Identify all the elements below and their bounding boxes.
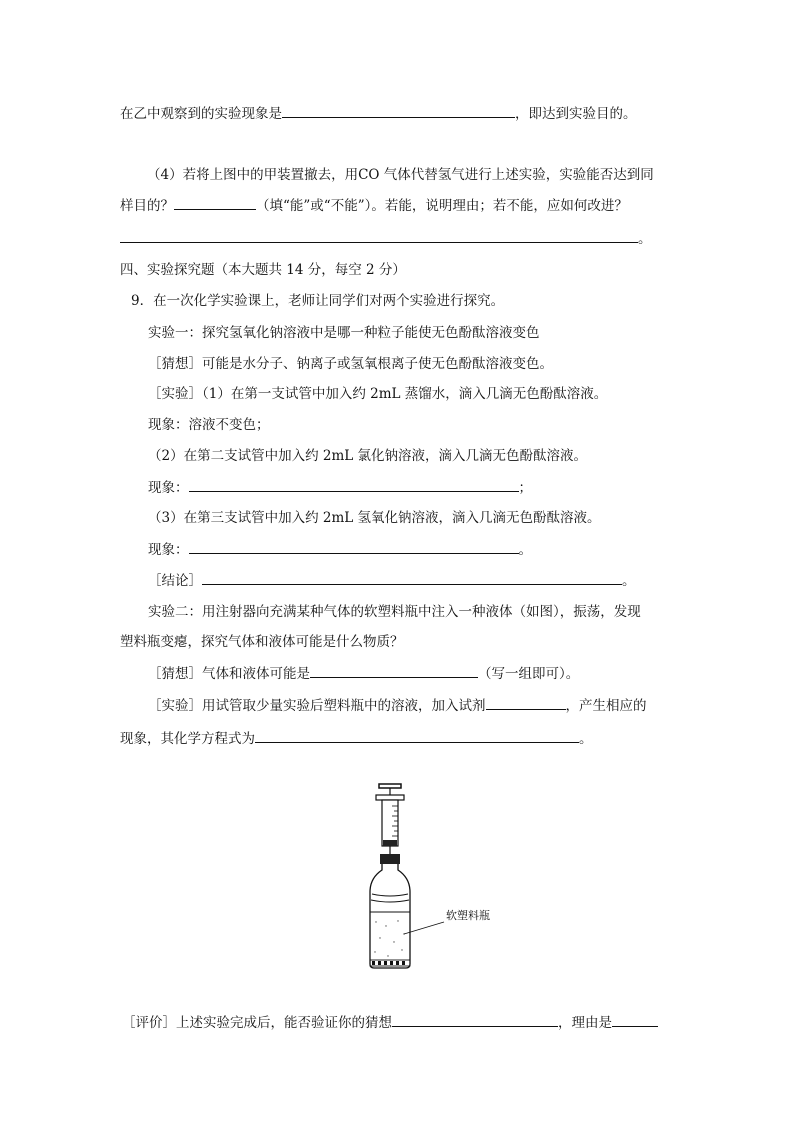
q4-line2-suffix: （填“能”或“不能”）。若能，说明理由；若不能，应如何改进？ — [256, 198, 628, 214]
q3-tail-suffix: ，即达到实验目的。 — [515, 106, 637, 122]
section4-heading: 四、实验探究题（本大题共 14 分，每空 2 分） — [120, 262, 406, 278]
exp1-step3: （3）在第三支试管中加入约 2mL 氢氧化钠溶液，滴入几滴无色酚酞溶液。 — [148, 510, 601, 526]
exp1-title: 实验一：探究氢氧化钠溶液中是哪一种粒子能使无色酚酞溶液变色 — [148, 325, 540, 341]
eval-reason-blank[interactable] — [612, 1013, 658, 1027]
syringe-bottle-figure — [352, 782, 512, 972]
q3-tail-prefix: 在乙中观察到的实验现象是 — [120, 106, 282, 122]
exp1-obs3-suffix: 。 — [518, 542, 532, 558]
q3-tail-line — [120, 104, 637, 123]
exp2-exp-line — [148, 696, 647, 715]
exp1-obs3-prefix: 现象： — [148, 542, 189, 558]
exp1-obs2-prefix: 现象： — [148, 480, 189, 496]
exp1-step1: ［实验］（1）在第一支试管中加入约 2mL 蒸馏水，滴入几滴无色酚酞溶液。 — [148, 386, 608, 402]
exp1-obs1: 现象：溶液不变色； — [148, 417, 270, 433]
q4-line3 — [120, 229, 652, 248]
exp1-conclusion-prefix: ［结论］ — [148, 573, 202, 589]
exp2-eq-suffix: 。 — [579, 731, 593, 747]
eval-verify-blank[interactable] — [392, 1013, 558, 1027]
q4-line1: （4）若将上图中的甲装置撤去，用CO 气体代替氢气进行上述实验，实验能否达到同 — [147, 167, 654, 183]
exp2-line2: 塑料瓶变瘪，探究气体和液体可能是什么物质？ — [120, 634, 404, 650]
q4-line2-prefix: 样目的？ — [120, 198, 174, 214]
q4-reason-blank[interactable] — [120, 229, 638, 243]
exp2-guess-blank[interactable] — [310, 664, 478, 678]
exp2-eq-line — [120, 729, 593, 748]
exp2-eq-prefix: 现象，其化学方程式为 — [120, 731, 255, 747]
exp1-conclusion-line — [148, 571, 636, 590]
exp1-obs2-line — [148, 478, 532, 497]
exp2-guess-line — [148, 664, 579, 683]
exp1-obs3-line — [148, 540, 532, 559]
q9-intro: 9．在一次化学实验课上，老师让同学们对两个实验进行探究。 — [131, 293, 505, 309]
eval-line — [122, 1013, 658, 1032]
q4-can-blank[interactable] — [174, 196, 256, 210]
q4-line3-suffix: 。 — [638, 231, 652, 247]
exp1-conclusion-blank[interactable] — [202, 571, 622, 585]
exp1-obs2-suffix: ； — [518, 480, 532, 496]
exp2-reagent-blank[interactable] — [486, 696, 566, 710]
q3-answer-blank[interactable] — [282, 104, 515, 118]
exp1-conclusion-suffix: 。 — [622, 573, 636, 589]
exp2-equation-blank[interactable] — [255, 729, 579, 743]
exp2-exp-suffix: ，产生相应的 — [565, 698, 647, 714]
exp2-line1: 实验二：用注射器向充满某种气体的软塑料瓶中注入一种液体（如图），振荡，发现 — [148, 604, 641, 620]
exp2-guess-suffix: （写一组即可）。 — [478, 666, 580, 682]
syringe-bottle-diagram — [352, 782, 512, 972]
exp1-obs2-blank[interactable] — [189, 478, 519, 492]
exp2-exp-prefix: ［实验］用试管取少量实验后塑料瓶中的溶液，加入试剂 — [148, 698, 486, 714]
q4-line2 — [120, 196, 628, 215]
exp1-obs3-blank[interactable] — [189, 540, 519, 554]
eval-prefix: ［评价］上述实验完成后，能否验证你的猜想 — [122, 1015, 392, 1031]
eval-mid: ，理由是 — [558, 1015, 612, 1031]
bottle-label: 软塑料瓶 — [446, 909, 490, 922]
exp1-guess: ［猜想］可能是水分子、钠离子或氢氧根离子使无色酚酞溶液变色。 — [148, 356, 553, 372]
exp1-step2: （2）在第二支试管中加入约 2mL 氯化钠溶液，滴入几滴无色酚酞溶液。 — [148, 448, 588, 464]
exp2-guess-prefix: ［猜想］气体和液体可能是 — [148, 666, 310, 682]
